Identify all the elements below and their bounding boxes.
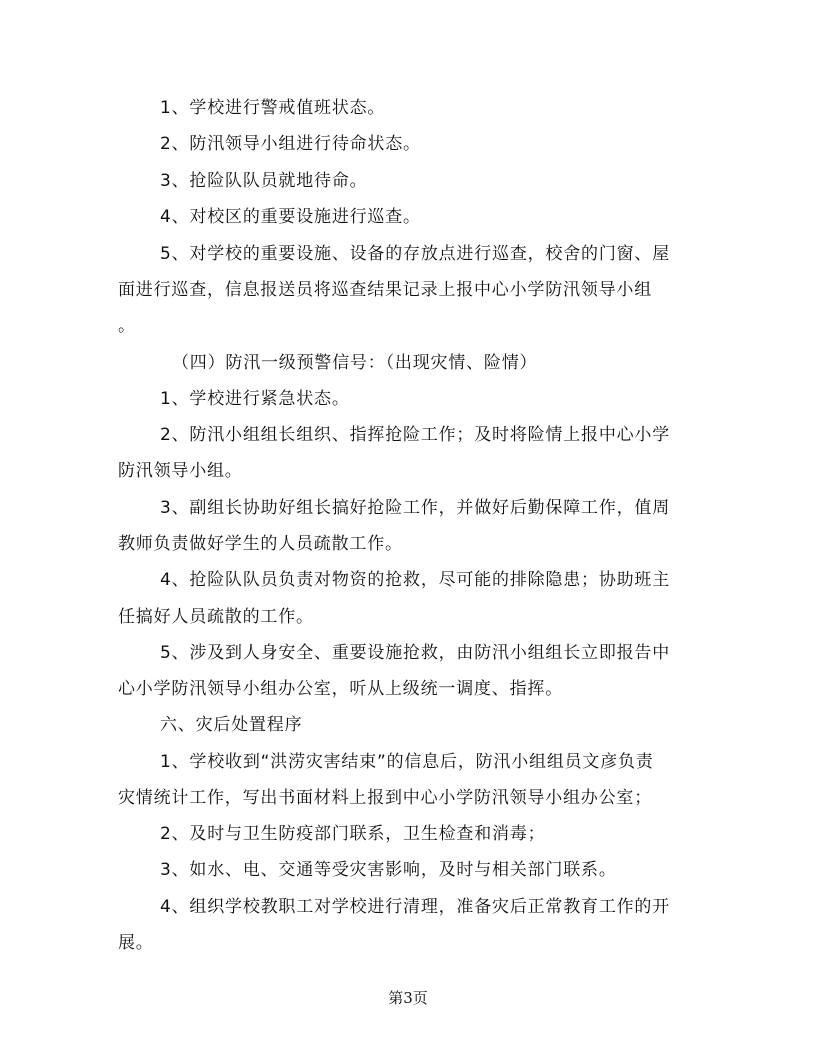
- paragraph-line: 4、对校区的重要设施进行巡查。: [160, 207, 421, 227]
- paragraph-line: 。: [118, 316, 136, 336]
- page-number: 第3页: [388, 989, 428, 1007]
- paragraph-line: 1、学校收到“洪涝灾害结束”的信息后，防汛小组组员文彦负责: [160, 752, 654, 772]
- paragraph-line: 5、涉及到人身安全、重要设施抢救，由防汛小组组长立即报告中: [160, 643, 671, 663]
- paragraph-line: 教师负责做好学生的人员疏散工作。: [118, 534, 403, 554]
- paragraph-line: 5、对学校的重要设施、设备的存放点进行巡查，校舍的门窗、屋: [160, 244, 671, 264]
- paragraph-line: 任搞好人员疏散的工作。: [118, 607, 314, 627]
- paragraph-line: 面进行巡查，信息报送员将巡查结果记录上报中心小学防汛领导小组: [118, 280, 652, 300]
- paragraph-line: 1、学校进行紧急状态。: [160, 389, 350, 409]
- paragraph-line: 4、抢险队队员负责对物资的抢救，尽可能的排除隐患；协助班主: [160, 570, 671, 590]
- paragraph-line: 灾情统计工作，写出书面材料上报到中心小学防汛领导小组办公室；: [118, 788, 652, 808]
- paragraph-line: 3、副组长协助好组长搞好抢险工作，并做好后勤保障工作，值周: [160, 498, 671, 518]
- section-heading: 六、灾后处置程序: [160, 715, 303, 735]
- paragraph-line: 4、组织学校教职工对学校进行清理，准备灾后正常教育工作的开: [160, 897, 671, 917]
- paragraph-line: 1、学校进行警戒值班状态。: [160, 98, 386, 118]
- section-heading: （四）防汛一级预警信号：（出现灾情、险情）: [172, 353, 538, 373]
- paragraph-line: 2、防汛领导小组进行待命状态。: [160, 134, 421, 154]
- paragraph-line: 3、抢险队队员就地待命。: [160, 171, 368, 191]
- paragraph-line: 3、如水、电、交通等受灾害影响，及时与相关部门联系。: [160, 860, 617, 880]
- paragraph-line: 2、防汛小组组长组织、指挥抢险工作；及时将险情上报中心小学: [160, 425, 671, 445]
- paragraph-line: 2、及时与卫生防疫部门联系，卫生检查和消毒；: [160, 824, 546, 844]
- paragraph-line: 展。: [118, 933, 154, 953]
- paragraph-line: 防汛领导小组。: [118, 461, 243, 481]
- paragraph-line: 心小学防汛领导小组办公室，听从上级统一调度、指挥。: [118, 679, 563, 699]
